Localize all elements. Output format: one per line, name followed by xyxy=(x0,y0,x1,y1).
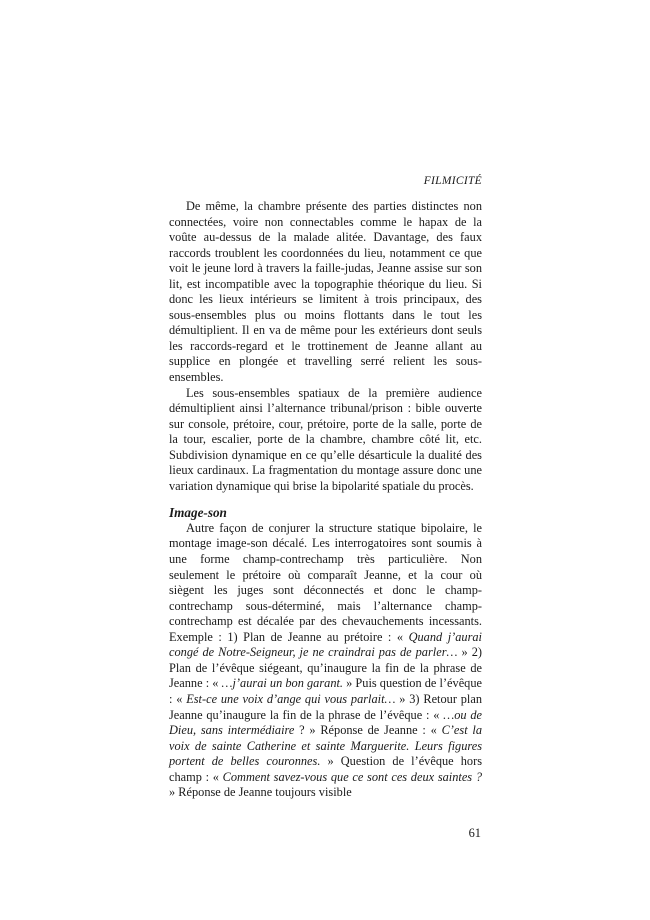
quotation: …j’aurai un bon garant. xyxy=(221,676,344,691)
section-heading: Image-son xyxy=(169,505,227,521)
quotation: Quand j’aurai congé de Notre-Seigneur, je ne craindrai pas de parler… xyxy=(169,629,482,660)
paragraph: Les sous-ensembles spatiaux de la première audience démultiplient ainsi l’alternance tribunal/prison : bible ouverte sur console, prétoire, cour, prétoire, porte de la salle, porte de la tour, escalier, porte de la chambre, chambre côté lit, etc. Subdivision dynamique en ce qu’elle désarticule la dualité des lieux cardinaux. La fragmentation du montage assure donc une variation dynamique qui brise la bipolarité spatiale du procès. xyxy=(169,385,482,493)
text-run: » Réponse de Jeanne toujours visible xyxy=(169,785,352,800)
quotation: Comment savez-vous que ce sont ces deux saintes ? xyxy=(222,769,482,784)
quotation: C’est la voix de sainte Catherine et sainte Marguerite. Leurs figures portent de belles couronnes. xyxy=(169,723,482,769)
running-head: FILMICITÉ xyxy=(423,175,482,187)
text-run: » 2) Plan de l’évêque siégeant, qu’inaugure la fin de la phrase de Jeanne : « xyxy=(169,645,482,691)
quotation: Est-ce une voix d’ange qui vous parlait… xyxy=(186,691,396,706)
paragraph: De même, la chambre présente des parties distinctes non connectées, voire non connectables comme le hapax de la voûte au-dessus de la malade alitée. Davantage, des faux raccords troublent les coordonnées du lieu, notamment ce que voit le jeune lord à travers la faille-judas, Jeanne assise sur son lit, est incompatible avec la topographie théorique du lieu. Si donc les lieux intérieurs se limitent à trois principaux, des sous-ensembles plus ou moins flottants dans le tout les démultiplient. Il en va de même pour les extérieurs dont seuls les raccords-regard et le trottinement de Jeanne allant au supplice en plongée et travelling serré relient les sous-ensembles. xyxy=(169,199,482,385)
text-run: » Puis question de l’évêque : « xyxy=(169,676,483,706)
body-text xyxy=(169,199,482,801)
page-number: 61 xyxy=(468,826,481,840)
text-run: Autre façon de conjurer la structure statique bipolaire, le montage image-son décalé. Les interrogatoires sont soumis à une forme champ-contrechamp très particulière. Non seulement le prétoire où comparaît Jeanne, et la cour où siègent les juges sont déconnectés et donc le champ-contrechamp sous-déterminé, mais l’alternance champ-contrechamp est décalée par des chevauchements incessants. Exemple : 1) Plan de Jeanne au prétoire : « xyxy=(169,520,482,644)
text-run: » 3) Retour plan Jeanne qu’inaugure la fin de la phrase de l’évêque : « xyxy=(169,691,482,722)
quotation: …ou de Dieu, sans intermédiaire xyxy=(169,707,482,738)
paragraph xyxy=(169,521,482,801)
text-run: ? » Réponse de Jeanne : « xyxy=(294,723,442,738)
text-run: » Question de l’évêque hors champ : « xyxy=(169,754,482,784)
